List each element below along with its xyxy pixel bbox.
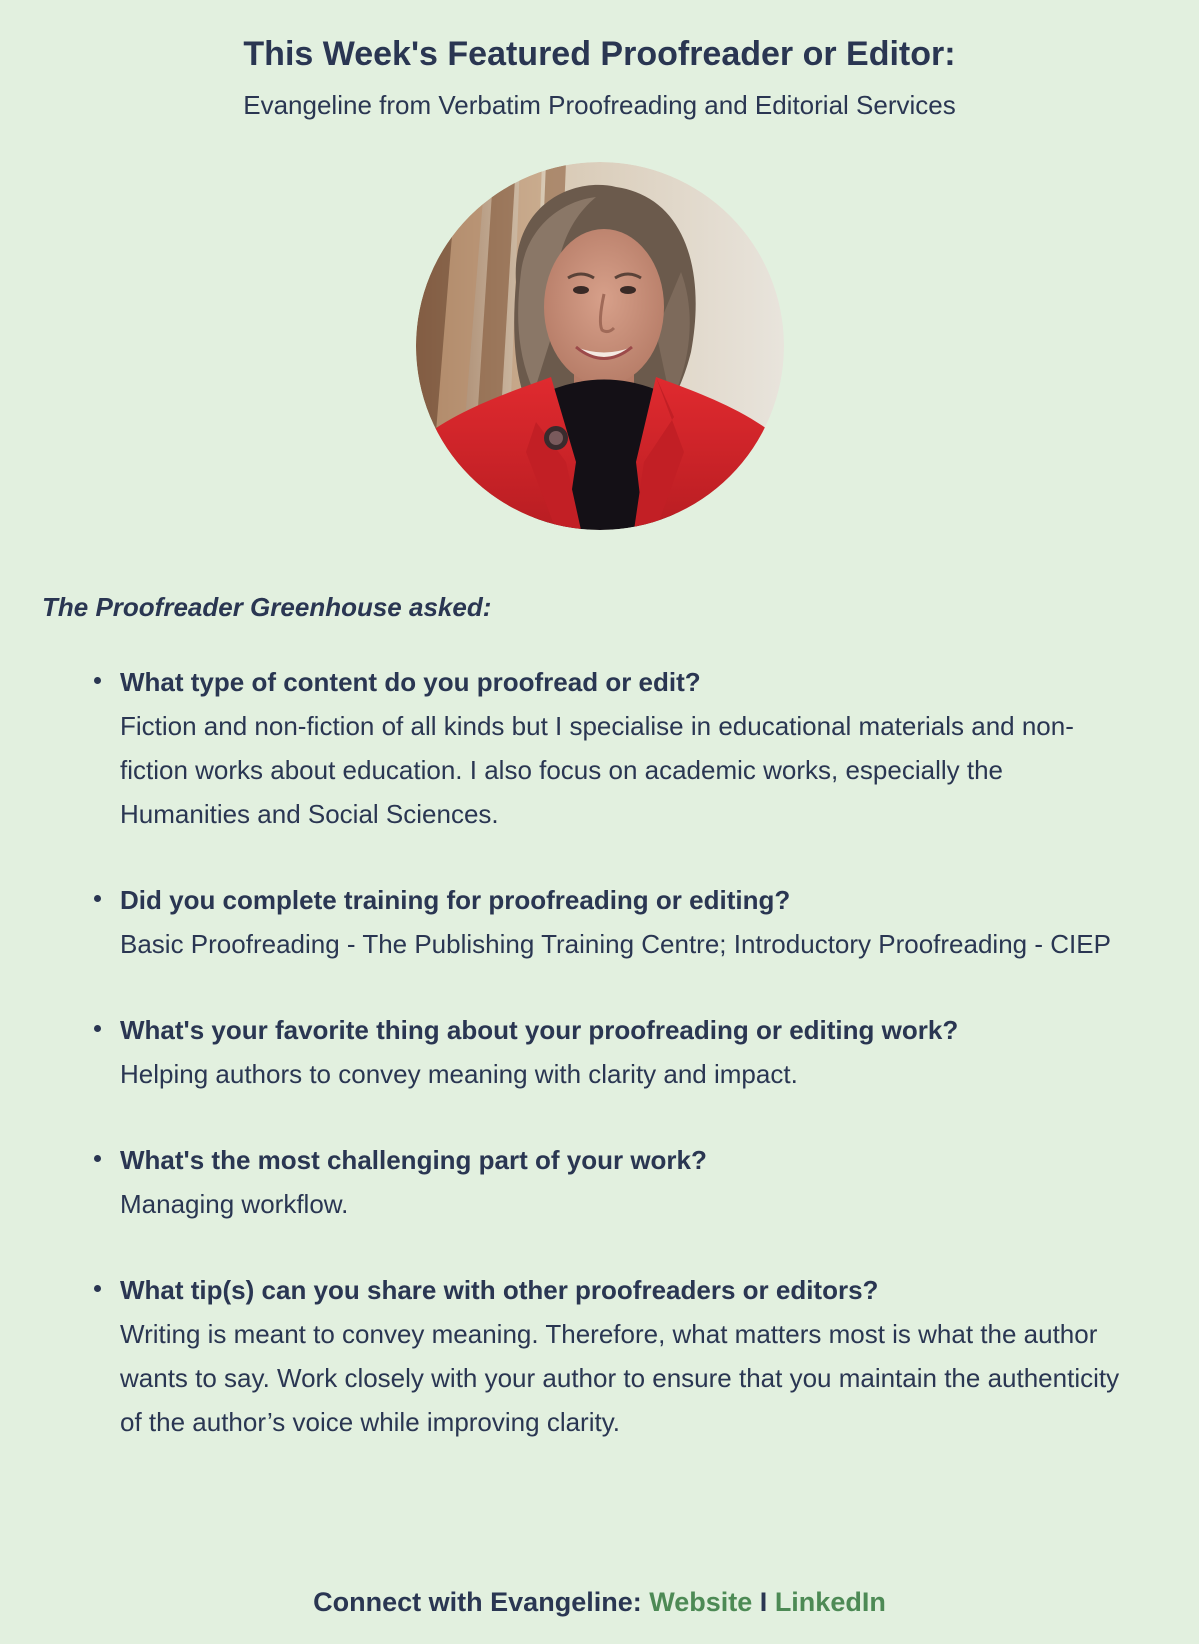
list-item [120, 1268, 1139, 1444]
answer: Basic Proofreading - The Publishing Training Centre; Introductory Proofreading - CIEP [120, 929, 1111, 959]
connect-label: Connect with Evangeline: [313, 1587, 642, 1617]
question: Did you complete training for proofreading or editing? [120, 885, 791, 915]
link-separator: I [759, 1587, 768, 1617]
answer: Managing workflow. [120, 1189, 349, 1219]
qa-list [0, 660, 1199, 1444]
list-item [120, 1138, 1139, 1226]
question: What's the most challenging part of your work? [120, 1145, 707, 1175]
answer: Writing is meant to convey meaning. Therefore, what matters most is what the author wants to say. Work closely with your author to ensure that you maintain the authenticity of the author’s voice while improving clarity. [120, 1319, 1120, 1437]
answer: Helping authors to convey meaning with clarity and impact. [120, 1059, 798, 1089]
bullet-icon [94, 1025, 101, 1032]
question: What tip(s) can you share with other proofreaders or editors? [120, 1275, 879, 1305]
website-link[interactable]: Website [649, 1587, 753, 1617]
page-subtitle: Evangeline from Verbatim Proofreading and Editorial Services [243, 90, 956, 120]
bullet-icon [94, 895, 101, 902]
answer: Fiction and non-fiction of all kinds but I specialise in educational materials and non-fiction works about education. I also focus on academic works, especially the Humanities and Social Sciences. [120, 711, 1074, 829]
question: What's your favorite thing about your proofreading or editing work? [120, 1015, 959, 1045]
linkedin-link[interactable]: LinkedIn [774, 1587, 886, 1617]
question: What type of content do you proofread or edit? [120, 667, 701, 697]
bullet-icon [94, 677, 101, 684]
bullet-icon [94, 1155, 101, 1162]
intro-heading: The Proofreader Greenhouse asked: [42, 592, 492, 622]
connect-footer [0, 1583, 1199, 1621]
list-item [120, 1008, 1139, 1096]
bullet-icon [94, 1285, 101, 1292]
header [0, 0, 1199, 122]
list-item [120, 660, 1139, 836]
page-title: This Week's Featured Proofreader or Editor: [243, 35, 956, 73]
list-item [120, 878, 1139, 966]
portrait-photo [416, 162, 784, 530]
portrait-container [0, 162, 1199, 530]
